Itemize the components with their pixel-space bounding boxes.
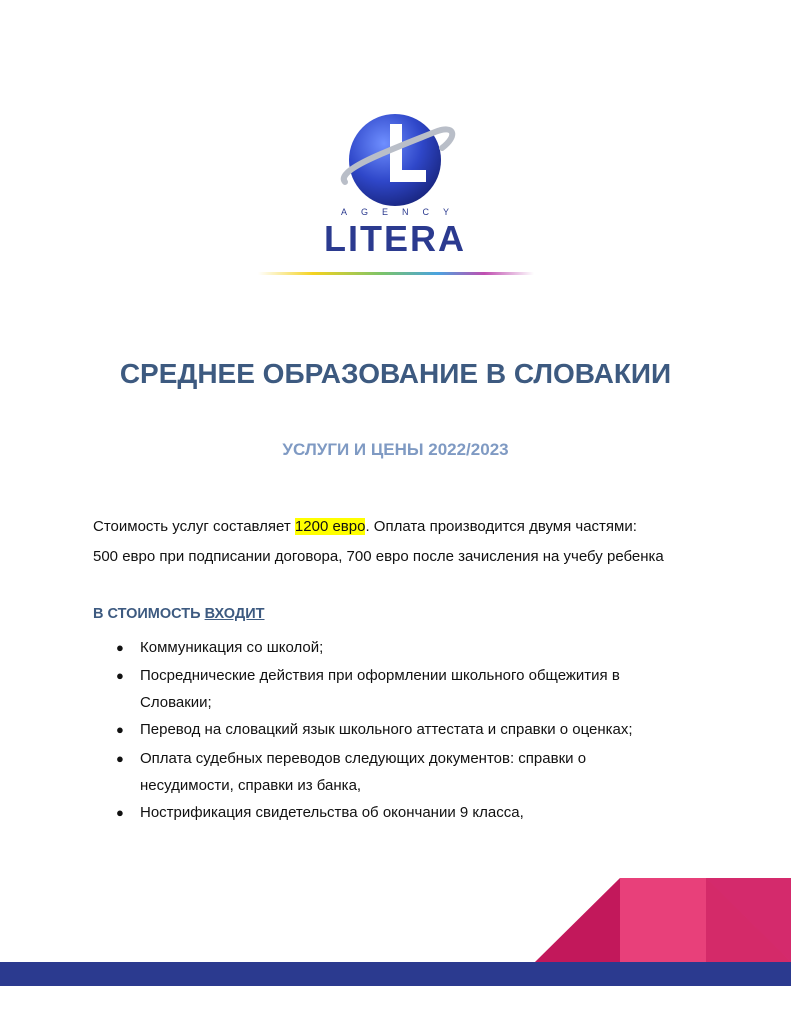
list-item-text: Нострификация свидетельства об окончании 9 класса, <box>140 804 524 821</box>
list-item-text: Перевод на словацкий язык школьного аттестата и справки о оценках; <box>140 721 633 738</box>
included-heading-prefix: В СТОИМОСТЬ <box>93 606 205 622</box>
logo-agency-text: AGENCY <box>340 207 463 217</box>
included-heading-underlined: ВХОДИТ <box>204 606 265 622</box>
bullet-icon: ● <box>116 668 124 683</box>
list-item-text: Коммуникация со школой; <box>140 639 324 656</box>
payment-paragraph: 500 евро при подписании договора, 700 евро после зачисления на учебу ребенка <box>93 548 664 565</box>
bullet-icon: ● <box>116 722 124 737</box>
price-text-before: Стоимость услуг составляет <box>93 518 295 535</box>
list-item-text: Посреднические действия при оформлении школьного общежития в Словакии; <box>140 667 620 711</box>
price-text-after: . Оплата производится двумя частями: <box>365 518 637 535</box>
price-highlight: 1200 евро <box>294 518 366 535</box>
decor-triangle-shadow <box>535 878 620 962</box>
bullet-icon: ● <box>116 805 124 820</box>
bullet-icon: ● <box>116 751 124 766</box>
logo-name-text: LITERA <box>324 218 466 259</box>
page-title: СРЕДНЕЕ ОБРАЗОВАНИЕ В СЛОВАКИИ <box>119 358 672 389</box>
page-subtitle: УСЛУГИ И ЦЕНЫ 2022/2023 <box>282 440 509 459</box>
footer-bar <box>0 962 791 986</box>
bullet-icon: ● <box>116 640 124 655</box>
list-item-text: Оплата судебных переводов следующих документов: справки о несудимости, справки из банка, <box>140 750 587 794</box>
